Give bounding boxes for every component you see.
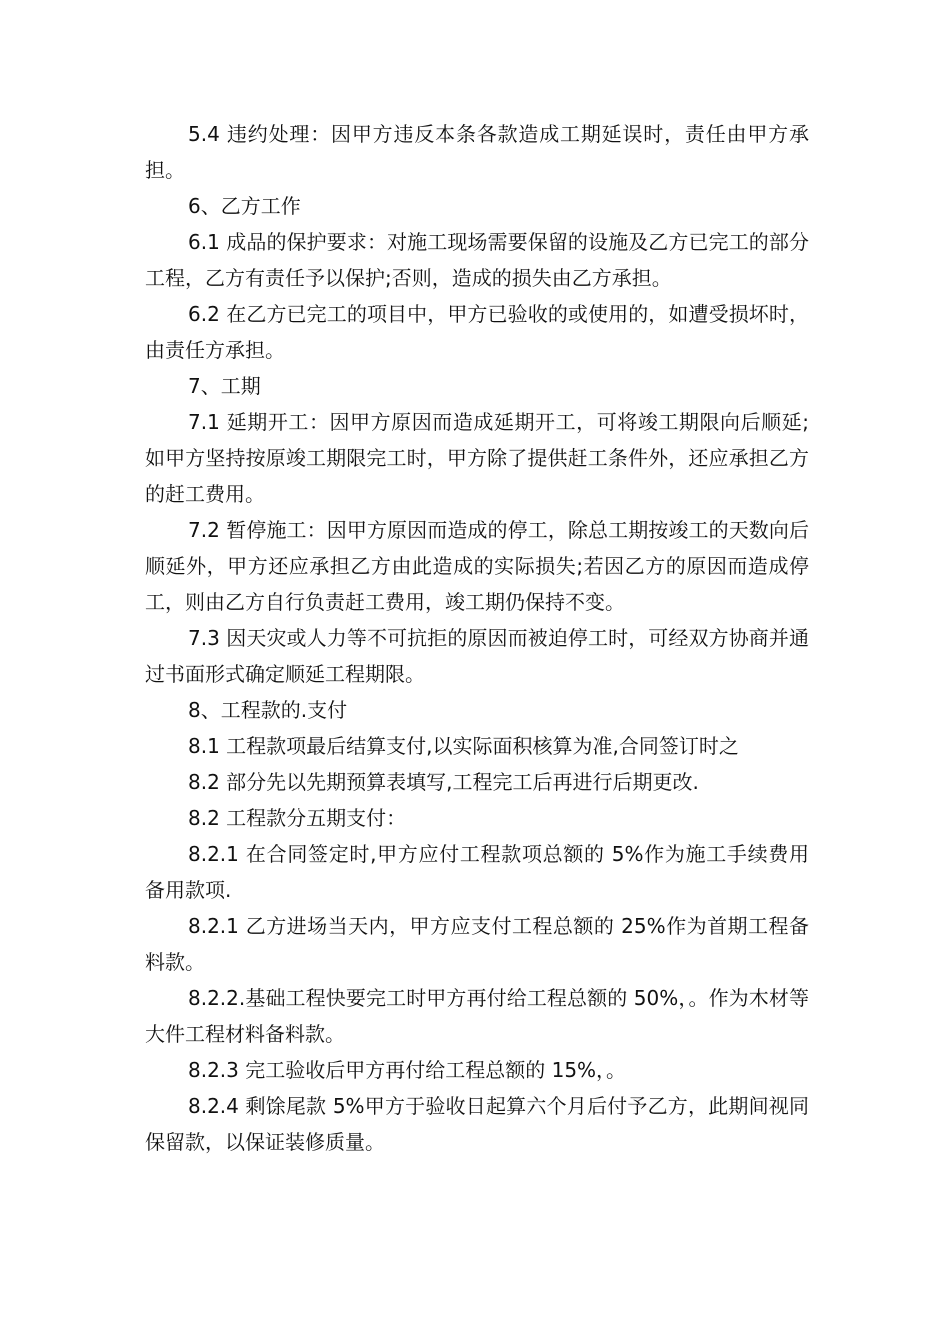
clause-8-2-4: 8.2.4 剩馀尾款 5%甲方于验收日起算六个月后付予乙方，此期间视同保留款，以保证装修质量。 — [145, 1094, 809, 1154]
section-heading-8: 8、工程款的.支付 — [188, 698, 348, 722]
clause-8-1: 8.1 工程款项最后结算支付,以实际面积核算为准,合同签订时之 — [188, 734, 739, 758]
clause-8-2-3: 8.2.3 完工验收后甲方再付给工程总额的 15%，。 — [188, 1058, 627, 1082]
document-page — [145, 116, 809, 1160]
clause-5-4: 5.4 违约处理：因甲方违反本条各款造成工期延误时，责任由甲方承担。 — [145, 122, 809, 182]
clause-7-1: 7.1 延期开工：因甲方原因而造成延期开工，可将竣工期限向后顺延;如甲方坚持按原竣工期限完工时，甲方除了提供赶工条件外，还应承担乙方的赶工费用。 — [145, 410, 809, 506]
clause-7-2: 7.2 暂停施工：因甲方原因而造成的停工，除总工期按竣工的天数向后顺延外，甲方还应承担乙方由此造成的实际损失;若因乙方的原因而造成停工，则由乙方自行负责赶工费用，竣工期仍保持不变。 — [145, 518, 809, 614]
section-heading-7: 7、工期 — [188, 374, 261, 398]
clause-8-2-a: 8.2 部分先以先期预算表填写,工程完工后再进行后期更改. — [188, 770, 699, 794]
clause-6-1: 6.1 成品的保护要求：对施工现场需要保留的设施及乙方已完工的部分工程，乙方有责任予以保护;否则，造成的损失由乙方承担。 — [145, 230, 809, 290]
clause-8-2-1-a: 8.2.1 在合同签定时,甲方应付工程款项总额的 5%作为施工手续费用备用款项. — [145, 842, 809, 902]
clause-6-2: 6.2 在乙方已完工的项目中，甲方已验收的或使用的，如遭受损坏时，由责任方承担。 — [145, 302, 809, 362]
clause-7-3: 7.3 因天灾或人力等不可抗拒的原因而被迫停工时，可经双方协商并通过书面形式确定顺延工程期限。 — [145, 626, 809, 686]
clause-8-2-2: 8.2.2.基础工程快要完工时甲方再付给工程总额的 50%，。作为木材等大件工程材料备料款。 — [145, 986, 809, 1046]
clause-8-2-b: 8.2 工程款分五期支付： — [188, 806, 407, 830]
section-heading-6: 6、乙方工作 — [188, 194, 301, 218]
clause-8-2-1-b: 8.2.1 乙方进场当天内，甲方应支付工程总额的 25%作为首期工程备料款。 — [145, 914, 809, 974]
